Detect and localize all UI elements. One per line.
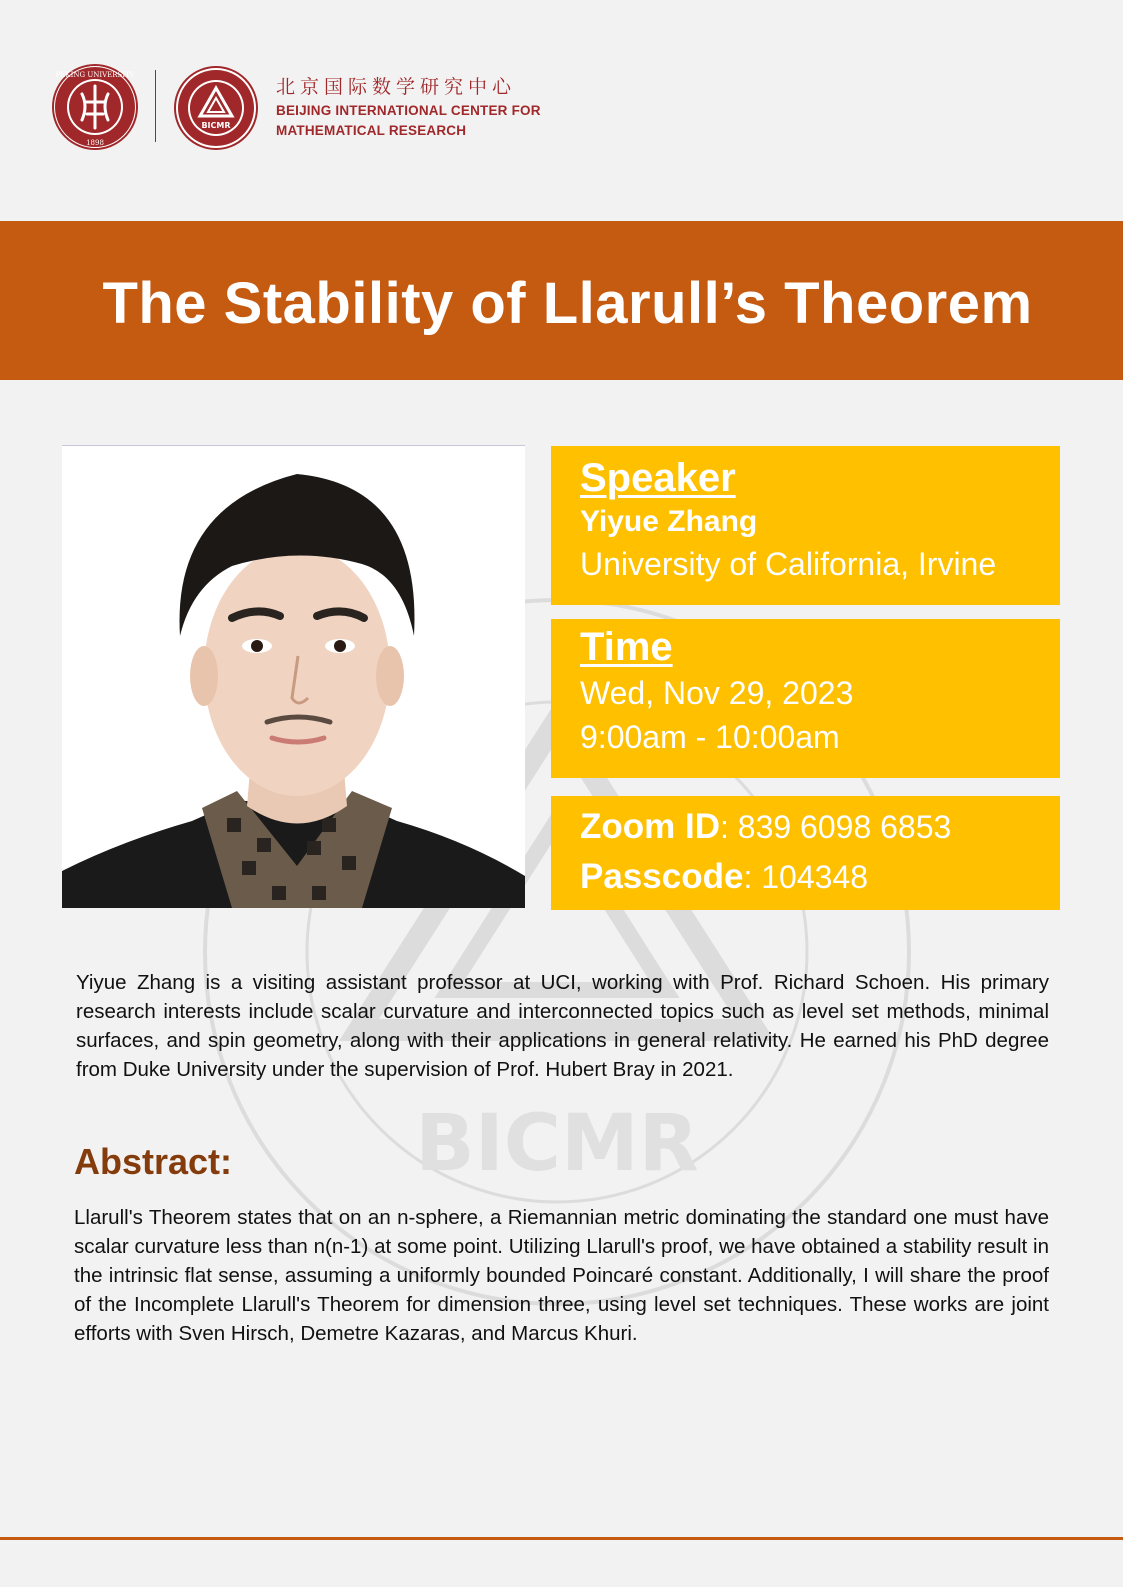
logo-divider [155, 70, 156, 142]
passcode-line [580, 852, 1060, 902]
watermark-label: BICMR [415, 1099, 699, 1189]
org-name-en-line2: MATHEMATICAL RESEARCH [276, 123, 467, 138]
zoom-box [551, 796, 1060, 910]
speaker-bio: Yiyue Zhang is a visiting assistant professor at UCI, working with Prof. Richard Schoen. His primary research interests include scalar curvature and interconnected topics such as level set methods, minimal surfaces, and spin geometry, along with their applications in general relativity. He earned his PhD degree from Duke University under the supervision of Prof. Hubert Bray in 2021. [76, 971, 1049, 1081]
speaker-affiliation: University of California, Irvine [580, 546, 997, 582]
speaker-box [551, 446, 1060, 605]
time-box [551, 619, 1060, 778]
time-heading: Time [580, 625, 673, 669]
zoom-id-value: : 839 6098 6853 [719, 809, 952, 845]
pku-ring-text: PEKING UNIVERSITY [55, 71, 135, 79]
zoom-id-label: Zoom ID [580, 807, 720, 846]
time-date: Wed, Nov 29, 2023 [580, 675, 854, 711]
abstract-heading: Abstract: [74, 1141, 233, 1182]
org-name-en-line1: BEIJING INTERNATIONAL CENTER FOR [276, 103, 541, 118]
bicmr-logo-icon [174, 66, 258, 150]
passcode-value: : 104348 [743, 859, 868, 895]
speaker-name: Yiyue Zhang [580, 505, 758, 538]
footer-rule [0, 1537, 1123, 1540]
abstract-text: Llarull's Theorem states that on an n-sphere, a Riemannian metric dominating the standard one must have scalar curvature less than n(n-1) at some point. Utilizing Llarull's proof, we have obtained a stability result in the intrinsic flat sense, assuming a uniformly bounded Poincaré constant. Additionally, I will share the proof of the Incomplete Llarull's Theorem for dimension three, using level set techniques. These works are joint efforts with Sven Hirsch, Demetre Kazaras, and Marcus Khuri. [74, 1206, 1049, 1345]
passcode-label: Passcode [580, 857, 744, 896]
org-name-cn: 北京国际数学研究中心 [276, 76, 517, 98]
bicmr-logo-label: BICMR [201, 121, 231, 130]
page-title: The Stability of Llarull’s Theorem [102, 271, 1033, 336]
zoom-id-line [580, 802, 1060, 852]
time-range: 9:00am - 10:00am [580, 719, 840, 755]
pku-year: 1898 [86, 139, 104, 147]
speaker-portrait [62, 446, 525, 908]
speaker-heading: Speaker [580, 456, 736, 500]
pku-logo-icon [52, 64, 138, 150]
speaker-photo [62, 445, 525, 908]
